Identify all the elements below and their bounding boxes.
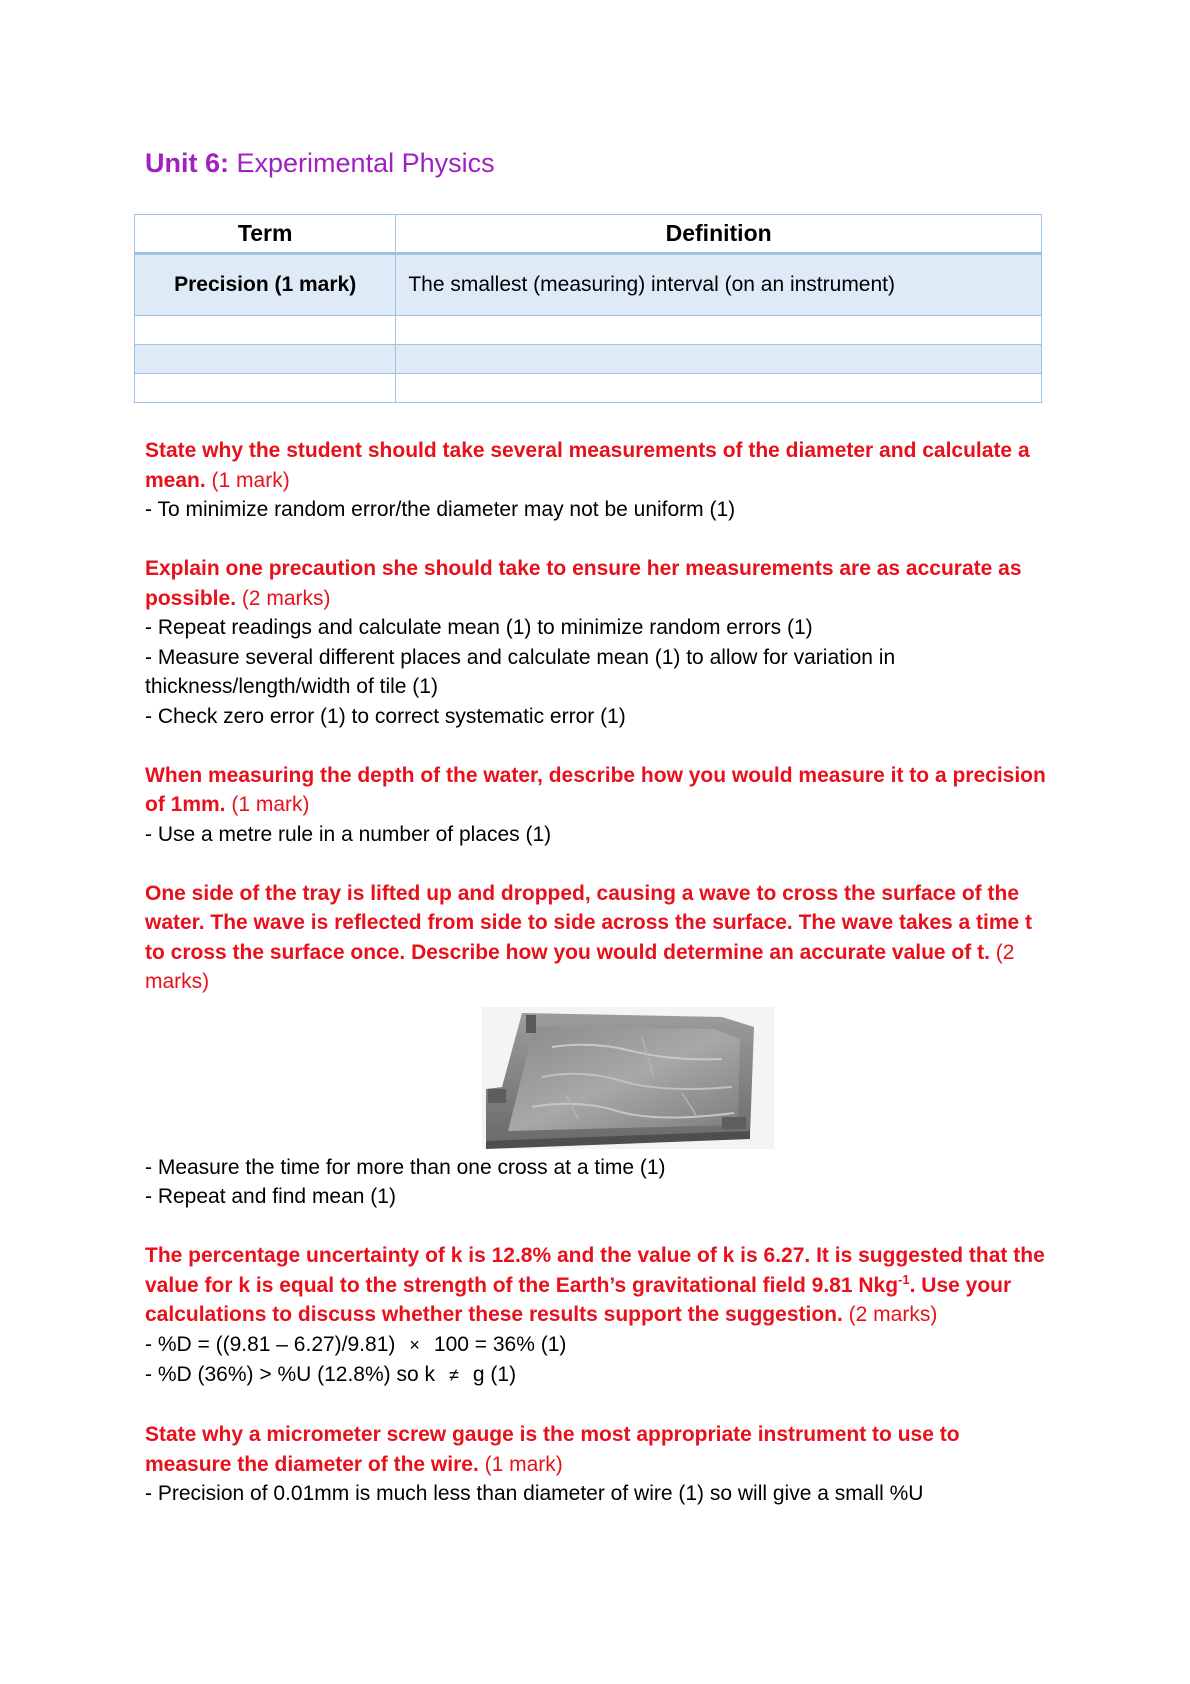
question-block xyxy=(145,1420,1050,1509)
question-text: State why a micrometer screw gauge is the most appropriate instrument to use to measure the diameter of the wire. xyxy=(145,1423,960,1476)
table-header-row xyxy=(135,215,1042,254)
answer-line: - Precision of 0.01mm is much less than diameter of wire (1) so will give a small %U xyxy=(145,1482,924,1505)
superscript-unit: -1 xyxy=(898,1271,910,1287)
definition-cell xyxy=(396,316,1042,345)
term-cell xyxy=(135,316,396,345)
question-text: State why the student should take several measurements of the diameter and calculate a mean. xyxy=(145,439,1030,492)
mark-allocation: (2 marks) xyxy=(848,1303,938,1326)
unit-label: Unit 6: xyxy=(145,148,229,178)
water-tray-illustration xyxy=(482,1007,774,1149)
table-row xyxy=(135,316,1042,345)
mark-allocation: (2 marks) xyxy=(145,940,1015,993)
mark-allocation: (1 mark) xyxy=(211,468,290,492)
question-text-part1: The percentage uncertainty of k is 12.8% and the value of k is 6.27. It is suggested that the value for k is equal to the strength of the Earth’s gravitational field 9.81 Nkg xyxy=(145,1244,1045,1297)
answer-line: - Repeat and find mean (1) xyxy=(145,1185,396,1208)
questions-section xyxy=(145,436,1050,1538)
answer-text: - %D (36%) > %U (12.8%) so k xyxy=(145,1363,436,1386)
answer-text: g (1) xyxy=(472,1363,517,1386)
question-text-part2: . Use your calculations to discuss whether these results support the suggestion. xyxy=(145,1273,1012,1326)
definition-cell xyxy=(396,345,1042,374)
answer-line: - Use a metre rule in a number of places (1) xyxy=(145,822,552,846)
question-text: Explain one precaution she should take to ensure her measurements are as accurate as possible. xyxy=(145,557,1022,610)
question-block xyxy=(145,761,1050,850)
table-row xyxy=(135,254,1042,316)
question-block xyxy=(145,436,1050,525)
answer-line xyxy=(145,1360,1050,1391)
tray-image xyxy=(145,1007,1050,1149)
mark-allocation: (1 mark) xyxy=(231,793,310,816)
term-header: Term xyxy=(135,215,396,254)
definition-cell xyxy=(396,374,1042,403)
mark-allocation: (2 marks) xyxy=(241,586,331,610)
question-block xyxy=(145,1241,1050,1391)
term-cell xyxy=(135,374,396,403)
answer-text: 100 = 36% (1) xyxy=(433,1332,567,1356)
question-block xyxy=(145,554,1050,731)
page-title xyxy=(145,148,495,179)
multiply-symbol: × xyxy=(409,1334,420,1355)
answer-line: - Measure several different places and calculate mean (1) to allow for variation in thickness/length/width of tile (1) xyxy=(145,645,896,698)
unit-title: Experimental Physics xyxy=(236,148,495,178)
definition-cell: The smallest (measuring) interval (on an instrument) xyxy=(396,254,1042,316)
answer-line: - Check zero error (1) to correct systematic error (1) xyxy=(145,704,626,728)
mark-allocation: (1 mark) xyxy=(484,1452,563,1476)
table-row xyxy=(135,374,1042,403)
table-row xyxy=(135,345,1042,374)
term-cell xyxy=(135,345,396,374)
answer-line xyxy=(145,1330,1050,1361)
question-text: When measuring the depth of the water, describe how you would measure it to a precision of 1mm. xyxy=(145,763,1046,816)
answer-line: - Repeat readings and calculate mean (1) to minimize random errors (1) xyxy=(145,616,813,639)
term-cell: Precision (1 mark) xyxy=(135,254,396,316)
question-block xyxy=(145,879,1050,1212)
answer-line: - Measure the time for more than one cross at a time (1) xyxy=(145,1155,666,1179)
not-equal-symbol: ≠ xyxy=(449,1365,459,1385)
answer-line: - To minimize random error/the diameter may not be uniform (1) xyxy=(145,498,736,521)
question-text: One side of the tray is lifted up and dropped, causing a wave to cross the surface of the water. The wave is reflected from side to side across the surface. The wave takes a time t to cross the surface once. Describe how you would determine an accurate value of t. xyxy=(145,881,1033,964)
definition-header: Definition xyxy=(396,215,1042,254)
terms-table xyxy=(134,214,1042,403)
answer-text: - %D = ((9.81 – 6.27)/9.81) xyxy=(145,1332,396,1356)
